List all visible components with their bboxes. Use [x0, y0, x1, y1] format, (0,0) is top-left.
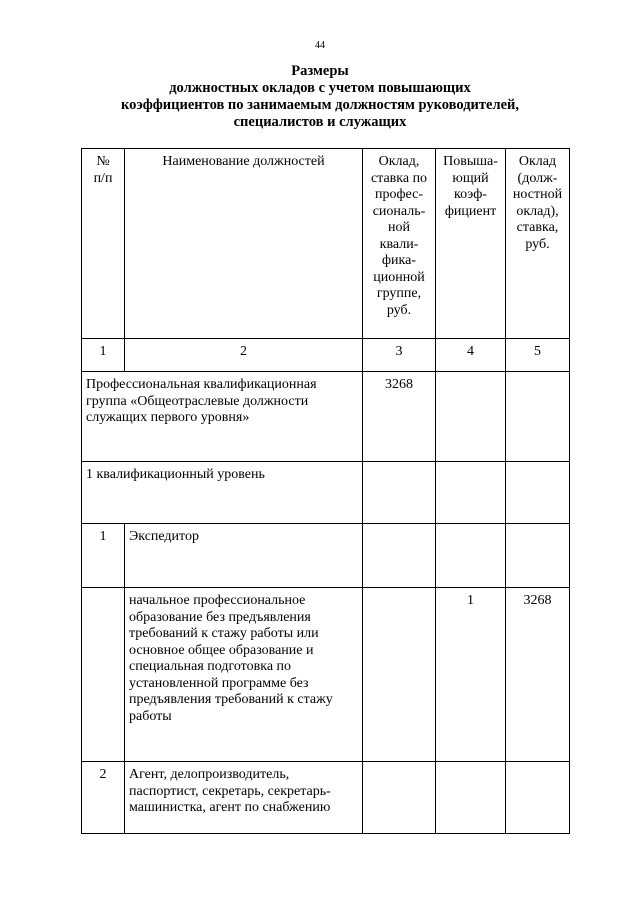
- qualification-requirements: начальное профессиональное образование без предъявления требований к стажу работы или основное общее образование и специальная подготовка по установленной программе без предъявления требований к стажу работы: [125, 588, 363, 762]
- qualification-group-row: [82, 372, 570, 462]
- empty-cell: [363, 762, 436, 834]
- empty-cell: [436, 372, 506, 462]
- empty-cell: [82, 588, 125, 762]
- empty-cell: [363, 524, 436, 588]
- group-base-salary: 3268: [363, 372, 436, 462]
- column-number: 5: [506, 339, 570, 372]
- header-salary: Оклад (долж- ностной оклад), ставка, руб.: [506, 149, 570, 339]
- column-number-row: [82, 339, 570, 372]
- column-number: 3: [363, 339, 436, 372]
- row-number: 1: [82, 524, 125, 588]
- column-number: 1: [82, 339, 125, 372]
- header-number: № п/п: [82, 149, 125, 339]
- title-line: Размеры: [291, 63, 349, 79]
- header-coefficient: Повыша- ющий коэф- фициент: [436, 149, 506, 339]
- qualification-level-row: [82, 462, 570, 524]
- empty-cell: [506, 372, 570, 462]
- empty-cell: [436, 762, 506, 834]
- qualification-group-name: Профессиональная квалификационная группа «Общеотраслевые должности служащих первого уровня»: [82, 372, 363, 462]
- salary-table: [81, 148, 570, 834]
- column-number: 4: [436, 339, 506, 372]
- empty-cell: [436, 524, 506, 588]
- row-number: 2: [82, 762, 125, 834]
- header-position-name: Наименование должностей: [125, 149, 363, 339]
- page-number: 44: [315, 40, 325, 51]
- coefficient-value: 1: [436, 588, 506, 762]
- empty-cell: [506, 762, 570, 834]
- salary-value: 3268: [506, 588, 570, 762]
- empty-cell: [506, 462, 570, 524]
- column-number: 2: [125, 339, 363, 372]
- title-line: коэффициентов по занимаемым должностям руководителей,: [120, 97, 520, 113]
- empty-cell: [363, 588, 436, 762]
- table-row: [82, 762, 570, 834]
- table-row: [82, 588, 570, 762]
- empty-cell: [506, 524, 570, 588]
- table-row: [82, 524, 570, 588]
- title-line: специалистов и служащих: [233, 114, 407, 130]
- position-name: Экспедитор: [125, 524, 363, 588]
- position-name: Агент, делопроизводитель, паспортист, секретарь, секретарь- машинистка, агент по снабжению: [125, 762, 363, 834]
- qualification-level-name: 1 квалификационный уровень: [82, 462, 363, 524]
- header-base-salary: Оклад, ставка по профес- сиональ- ной квали- фика- ционной группе, руб.: [363, 149, 436, 339]
- table-header-row: [82, 149, 570, 339]
- empty-cell: [436, 462, 506, 524]
- title-line: должностных окладов с учетом повышающих: [169, 80, 471, 96]
- empty-cell: [363, 462, 436, 524]
- document-title: [60, 63, 580, 131]
